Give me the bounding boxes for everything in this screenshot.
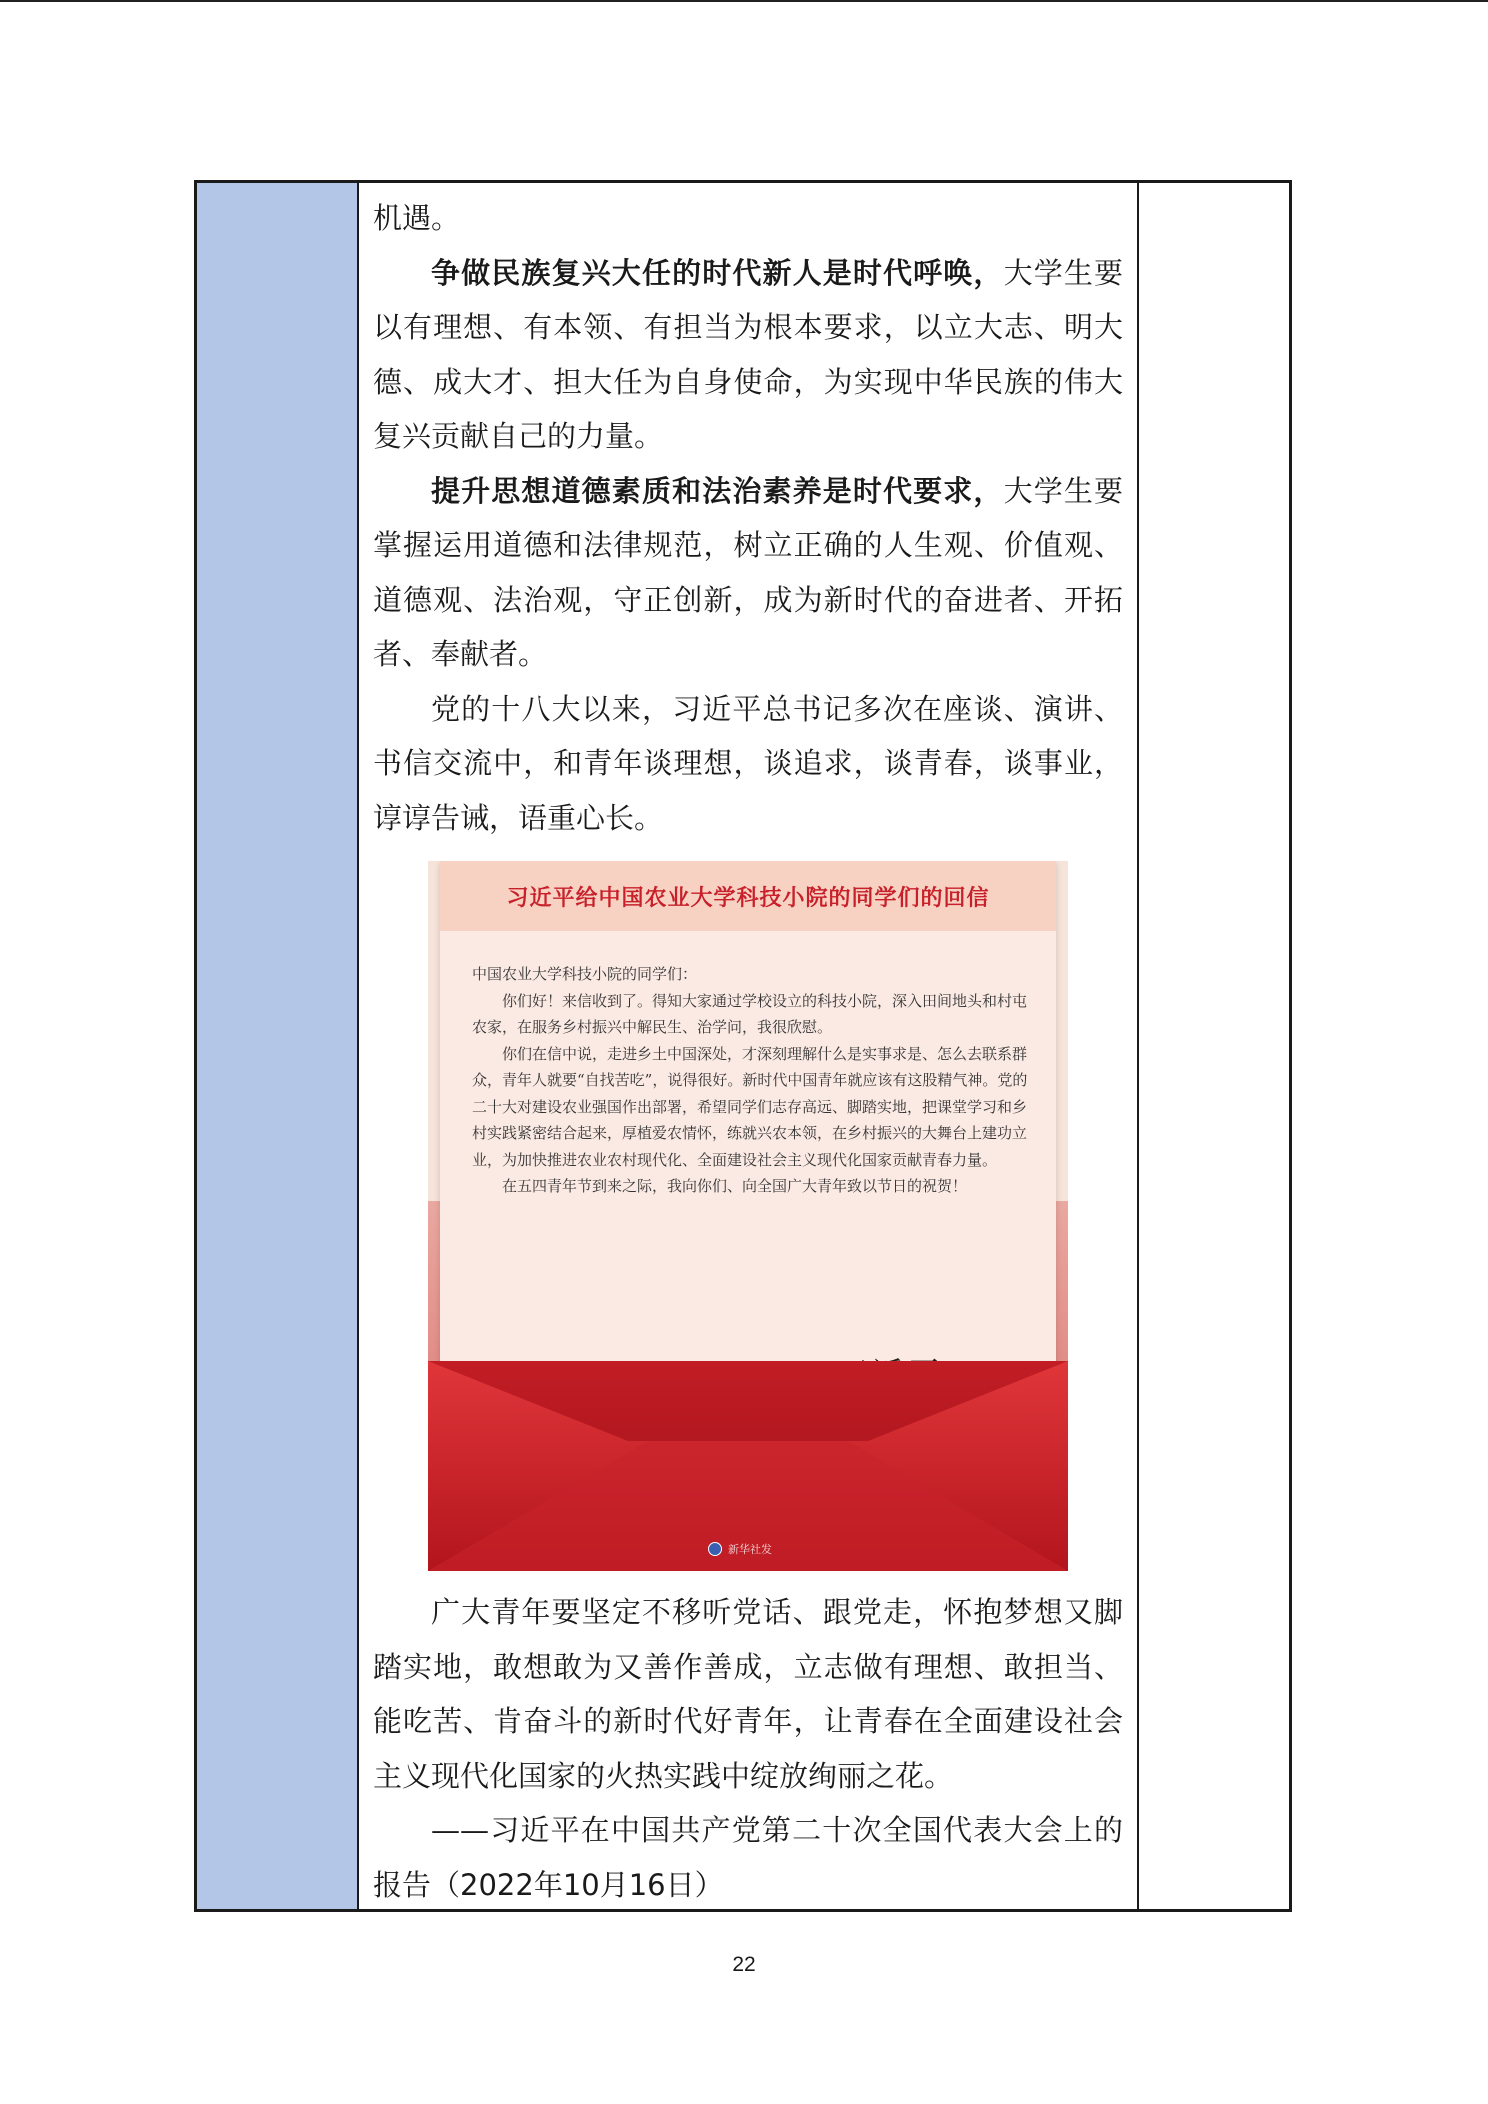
table-left-column [197,183,359,1909]
letter-title: 习近平给中国农业大学科技小院的同学们的回信 [506,884,990,911]
envelope-front [428,1361,1068,1571]
paragraph-body: 大学生要以有理想、有本领、有担当为根本要求，以立大志、明大德、成大才、担大任为自身使命，为实现中华民族的伟大复兴贡献自己的力量。 [373,255,1123,453]
paragraph-continuation: 机遇。 [373,201,461,235]
paragraph-moral-law [373,464,1123,682]
table-right-column [1139,183,1289,1909]
letter-header [440,861,1056,931]
paragraph-heading-bold: 争做民族复兴大任的时代新人是时代呼唤， [431,255,1004,290]
letter-paragraph: 在五四青年节到来之际，我向你们、向全国广大青年致以节日的祝贺！ [502,1177,968,1195]
letter-body [472,961,1032,1200]
paragraph-body: 大学生要掌握运用道德和法律规范，树立正确的人生观、价值观、道德观、法治观，守正创新，成为新时代的奋进者、开拓者、奉献者。 [373,473,1123,671]
table-content-column [359,183,1139,1909]
letter-paragraph: 你们在信中说，走进乡土中国深处，才深刻理解什么是实事求是、怎么去联系群众，青年人就要“自找苦吃”，说得很好。新时代中国青年就应该有这股精气神。党的二十大对建设农业强国作出部署，希望同学们志存高远、脚踏实地，把课堂学习和乡村实践紧密结合起来，厚植爱农情怀，练就兴农本领，在乡村振兴的大舞台上建功立业，为加快推进农业农村现代化、全面建设社会主义现代化国家贡献青春力量。 [472,1044,1028,1169]
letter-paragraph: 你们好！来信收到了。得知大家通过学校设立的科技小院，深入田间地头和村屯农家，在服务乡村振兴中解民生、治学问，我很欣慰。 [472,991,1028,1036]
page-number: 22 [732,1953,756,1976]
lesson-table [194,180,1292,1912]
reply-letter-image [428,861,1068,1571]
paragraph-youth-quote: 广大青年要坚定不移听党话、跟党走，怀抱梦想又脚踏实地，敢想敢为又善作善成，立志做有理想、敢担当、能吃苦、肯奋斗的新时代好青年，让青春在全面建设社会主义现代化国家的火热实践中绽放绚丽之花。 [373,1595,1123,1793]
xinhua-logo-icon [708,1542,722,1556]
paragraph-new-people [373,246,1123,464]
citation-prefix: ——习近平在中国共产党第二十次全国代表大会上的报告（ [373,1813,1123,1902]
page-top-rule [0,0,1488,2]
paragraph-citation [373,1803,1123,1912]
paragraph-since-18th: 党的十八大以来，习近平总书记多次在座谈、演讲、书信交流中，和青年谈理想，谈追求，谈青春，谈事业，谆谆告诫，语重心长。 [373,691,1123,835]
xinhua-credit [708,1541,772,1557]
paragraph-heading-bold: 提升思想道德素质和法治素养是时代要求， [431,473,1004,508]
citation-suffix: ） [694,1867,724,1902]
citation-date: 2022年10月16日 [460,1867,695,1902]
xinhua-credit-text: 新华社发 [728,1543,772,1556]
letter-salutation: 中国农业大学科技小院的同学们： [472,965,698,983]
